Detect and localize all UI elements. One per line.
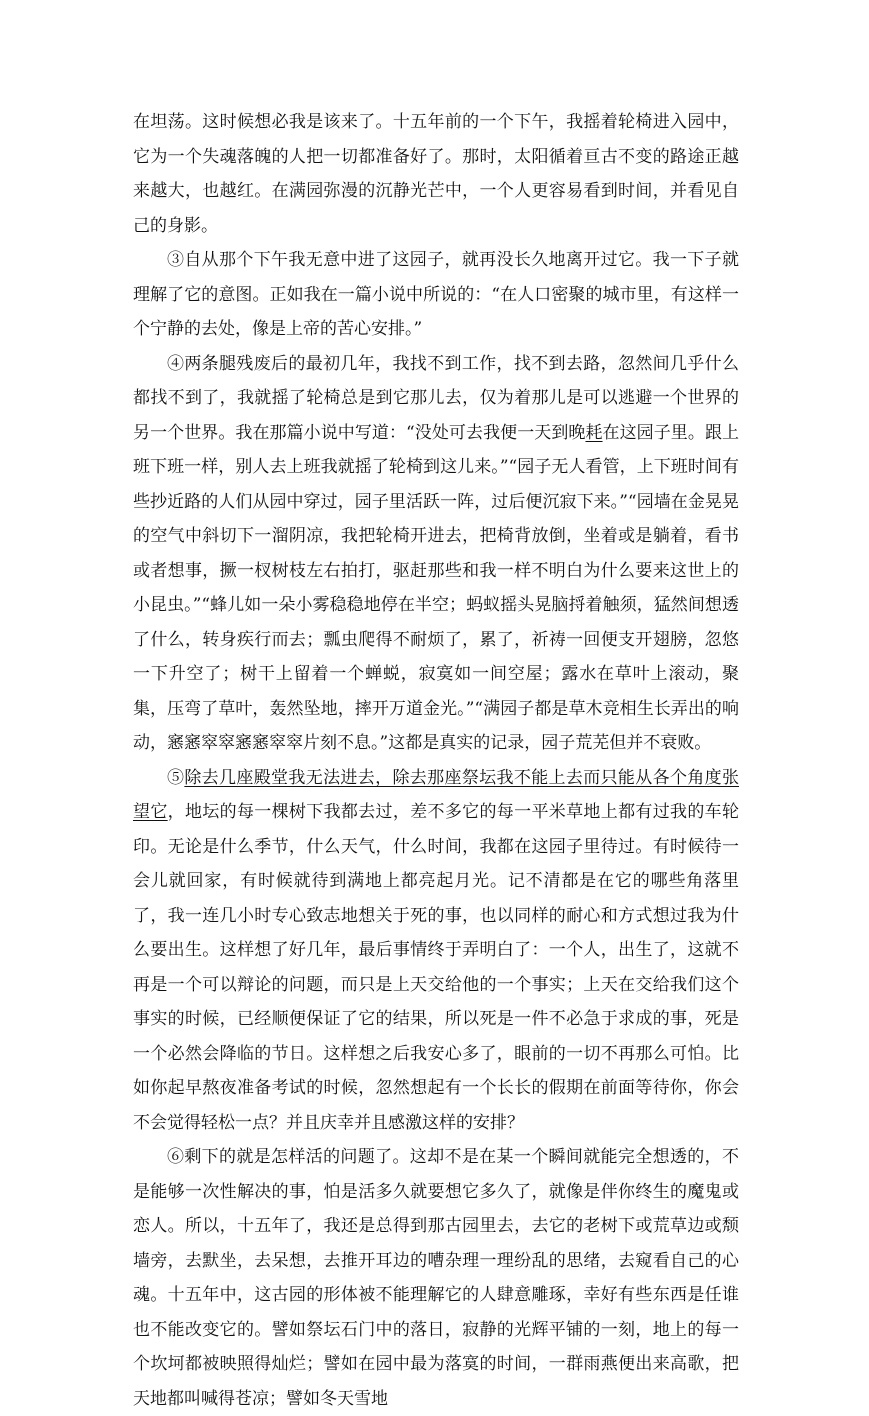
paragraph-continuation	[133, 105, 739, 243]
essay-body	[133, 105, 739, 1416]
text-segment: ③自从那个下午我无意中进了这园子，就再没长久地离开过它。我一下子就理解了它的意图。正如我在一篇小说中所说的：“在人口密聚的城市里，有这样一个宁静的去处，像是上帝的苦心安排。”	[133, 250, 739, 339]
underlined-sentence: 除去几座殿堂我无法进去，除去那座祭坛我不能上去而只能从各个角度张望它	[133, 767, 739, 822]
paragraph-5	[133, 761, 739, 1141]
text-segment: ④两条腿残废后的最初几年，我找不到工作，找不到去路，忽然间几乎什么都找不到了，我就摇了轮椅总是到它那儿去，仅为着那儿是可以逃避一个世界的另一个世界。我在那篇小说中写道：“没处可去我便一天到晚	[133, 353, 739, 443]
text-segment: ，地坛的每一棵树下我都去过，差不多它的每一平米草地上都有过我的车轮印。无论是什么季节，什么天气，什么时间，我都在这园子里待过。有时候待一会儿就回家，有时候就待到满地上都亮起月光。记不清都是在它的哪些角落里了，我一连几小时专心致志地想关于死的事，也以同样的耐心和方式想过我为什么要出生。这样想了好几年，最后事情终于弄明白了：一个人，出生了，这就不再是一个可以辩论的问题，而只是上天交给他的一个事实；上天在交给我们这个事实的时候，已经顺便保证了它的结果，所以死是一件不必急于求成的事，死是一个必然会降临的节日。这样想之后我安心多了，眼前的一切不再那么可怕。比如你起早熬夜准备考试的时候，忽然想起有一个长长的假期在前面等待你，你会不会觉得轻松一点？并且庆幸并且感激这样的安排？	[133, 802, 740, 1133]
paragraph-3	[133, 243, 739, 347]
paragraph-4	[133, 347, 739, 761]
underlined-word: 耗	[585, 422, 603, 443]
text-segment: 在这园子里。跟上班下班一样，别人去上班我就摇了轮椅到这儿来。”“园子无人看管，上下班时间有些抄近路的人们从园中穿过，园子里活跃一阵，过后便沉寂下来。”“园墙在金晃晃的空气中斜切下一溜阴凉，我把轮椅开进去，把椅背放倒，坐着或是躺着，看书或者想事，撅一杈树枝左右拍打，驱赶那些和我一样不明白为什么要来这世上的小昆虫。”“蜂儿如一朵小雾稳稳地停在半空；蚂蚁摇头晃脑捋着触须，猛然间想透了什么，转身疾行而去；瓢虫爬得不耐烦了，累了，祈祷一回便支开翅膀，忽悠一下升空了；树干上留着一个蝉蜕，寂寞如一间空屋；露水在草叶上滚动，聚集，压弯了草叶，轰然坠地，摔开万道金光。”“满园子都是草木竞相生长弄出的响动，窸窸窣窣窸窸窣窣片刻不息。”这都是真实的记录，园子荒芜但并不衰败。	[133, 422, 740, 753]
paragraph-number: ⑤	[167, 767, 185, 788]
text-segment: ⑥剩下的就是怎样活的问题了。这却不是在某一个瞬间就能完全想透的，不是能够一次性解决的事，怕是活多久就要想它多久了，就像是伴你终生的魔鬼或恋人。所以，十五年了，我还是总得到那古园里去，去它的老树下或荒草边或颓墙旁，去默坐，去呆想，去推开耳边的嘈杂理一理纷乱的思绪，去窥看自己的心魂。十五年中，这古园的形体被不能理解它的人肆意雕琢，幸好有些东西是任谁也不能改变它的。譬如祭坛石门中的落日，寂静的光辉平铺的一刻，地上的每一个坎坷都被映照得灿烂；譬如在园中最为落寞的时间，一群雨燕便出来高歌，把天地都叫喊得苍凉；譬如冬天雪地	[133, 1147, 739, 1409]
text-segment: 在坦荡。这时候想必我是该来了。十五年前的一个下午，我摇着轮椅进入园中，它为一个失魂落魄的人把一切都准备好了。那时，太阳循着亘古不变的路途正越来越大，也越红。在满园弥漫的沉静光芒中，一个人更容易看到时间，并看见自己的身影。	[133, 112, 739, 236]
paragraph-6	[133, 1140, 739, 1416]
